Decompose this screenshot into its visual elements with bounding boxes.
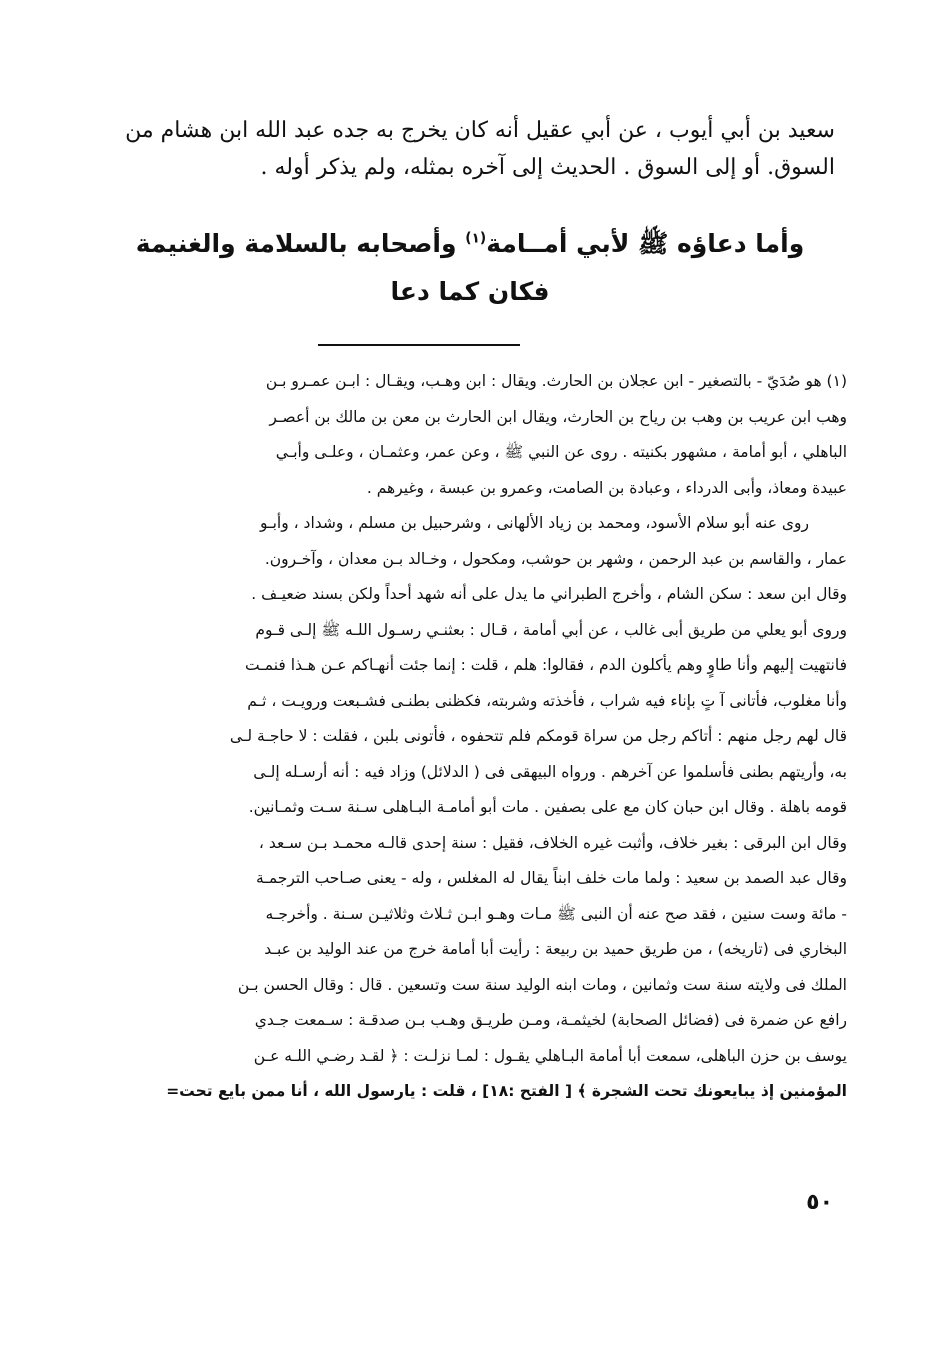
footnote-line: يوسف بن حزن الباهلى، سمعت أبا أمامة البـاهلي يقـول : لمـا نزلـت : ﴿ لقـد رضـي اللـه عـن bbox=[253, 1046, 847, 1065]
footnote-line: وقال عبد الصمد بن سعيد : ولما مات خلف ابناً يقال له المغلس ، وله - يعنى صـاحب الترجمـة bbox=[255, 869, 847, 887]
footnote-line: وروى أبو يعلي من طريق أبى غالب ، عن أبي أمامة ، قـال : بعثنـي رسـول اللـه ﷺ إلـى قـوم bbox=[255, 620, 847, 639]
intro-line-2: السوق. أو إلى السوق . الحديث إلى آخره بمثله، ولم يذكر أوله . bbox=[260, 155, 835, 180]
footnote-line: عمار ، والقاسم بن عبد الرحمن ، وشهر بن حوشب، ومكحول ، وخـالد بـن معدان ، وآخـرون. bbox=[264, 549, 847, 568]
footnote-line: وأنا مغلوب، فأتانى آ تٍ بإناء فيه شراب ، فأخذته وشربته، فكظنى بطنـى فشـبعت ورويـت ، ثـم bbox=[247, 691, 847, 710]
footnote-line: به، وأريتهم بطنى فأسلموا عن آخرهم . ورواه البيهقى فى ( الدلائل) وزاد فيه : أنه أرسـله إلـى bbox=[253, 762, 847, 781]
footnote-separator bbox=[318, 344, 520, 346]
footnote-line: - مائة وست سنين ، فقد صح عنه أن النبى ﷺ مـات وهـو ابـن ثـلاث وثلاثيـن سـنة . وأخرجـه bbox=[265, 904, 847, 923]
heading-line-2: فكان كما دعا bbox=[390, 277, 550, 306]
footnote-line: قال لهم رجل منهم : أتاكم رجل من سراة قومكم فلم تتحفوه ، فأتونى بلبن ، فقلت : لا حاجـة لـى bbox=[229, 727, 847, 745]
section-heading bbox=[110, 220, 830, 316]
footnote-line: وهب ابن عريب بن وهب بن رياح بن الحارث، ويقال ابن الحارث بن معن بن مالك بن أعصـر bbox=[269, 407, 847, 426]
page-number: ٥٠ bbox=[806, 1190, 833, 1215]
footnote-line: رافع عن ضمرة فى (فضائل الصحابة) لخيثمـة، ومـن طريـق وهـب بـن صدقـة : سـمعت جـدي bbox=[254, 1011, 847, 1029]
footnote-line: فانتهيت إليهم وأنا طاوٍ وهم يأكلون الدم ، فقالوا: هلم ، قلت : إنما جئت أنهـاكم عـن هـذا فنمـت bbox=[245, 656, 847, 674]
heading-line-1-part-a: وأما دعاؤه ﷺ لأبي أمــامة bbox=[486, 229, 805, 258]
footnote-line: (١) هو صُدَيّ - بالتصغير - ابن عجلان بن الحارث. ويقال : ابن وهـب، ويقـال : ابـن عمـرو بـن bbox=[265, 372, 847, 390]
footnote-line: وقال ابن سعد : سكن الشام ، وأخرج الطبراني ما يدل على أنه شهد أحداً ولكن بسند ضعيـف . bbox=[251, 585, 847, 603]
footnote-line: عبيدة ومعاذ، وأبى الدرداء ، وعبادة بن الصامت، وعمرو بن عبسة ، وغيرهم . bbox=[366, 478, 847, 497]
footnote-line: الملك فى ولايته سنة ست وثمانين ، ومات ابنه الوليد سنة ست وتسعين . قال : وقال الحسن بـن bbox=[237, 975, 847, 994]
intro-line-1: سعيد بن أبي أيوب ، عن أبي عقيل أنه كان يخرج به جده عبد الله ابن هشام من bbox=[125, 118, 835, 143]
intro-paragraph bbox=[85, 112, 835, 186]
heading-line-1-part-b: وأصحابه بالسلامة والغنيمة bbox=[135, 229, 466, 258]
footnote-line: روى عنه أبو سلام الأسود، ومحمد بن زياد الألهانى ، وشرحبيل بن مسلم ، وشداد ، وأبـو bbox=[260, 514, 809, 532]
footnote-line: البخاري فى (تاريخه) ، من طريق حميد بن ربيعة : رأيت أبا أمامة خرج من عند الوليد بن عبـد bbox=[264, 940, 847, 958]
footnote-marker: (١) bbox=[465, 230, 487, 247]
footnote-line: المؤمنين إذ يبايعونك تحت الشجرة ﴾ [ الفتح :١٨] ، قلت : يارسول الله ، أنا ممن بايع تحت= bbox=[166, 1082, 847, 1100]
footnote-line: وقال ابن البرقى : بغير خلاف، وأثبت غيره الخلاف، فقيل : سنة إحدى قالـه محمـد بـن سـعد ، bbox=[258, 833, 847, 852]
footnote-line: الباهلي ، أبو أمامة ، مشهور بكنيته . روى عن النبي ﷺ ، وعن عمر، وعثمـان ، وعلـى وأبـي bbox=[275, 443, 847, 461]
heading-line-1 bbox=[110, 220, 830, 268]
footnote-block bbox=[95, 364, 847, 1110]
footnote-line: قومه باهلة . وقال ابن حبان كان مع على بصفين . مات أبو أمامـة البـاهلى سـنة سـت وثمـانين. bbox=[248, 798, 847, 816]
